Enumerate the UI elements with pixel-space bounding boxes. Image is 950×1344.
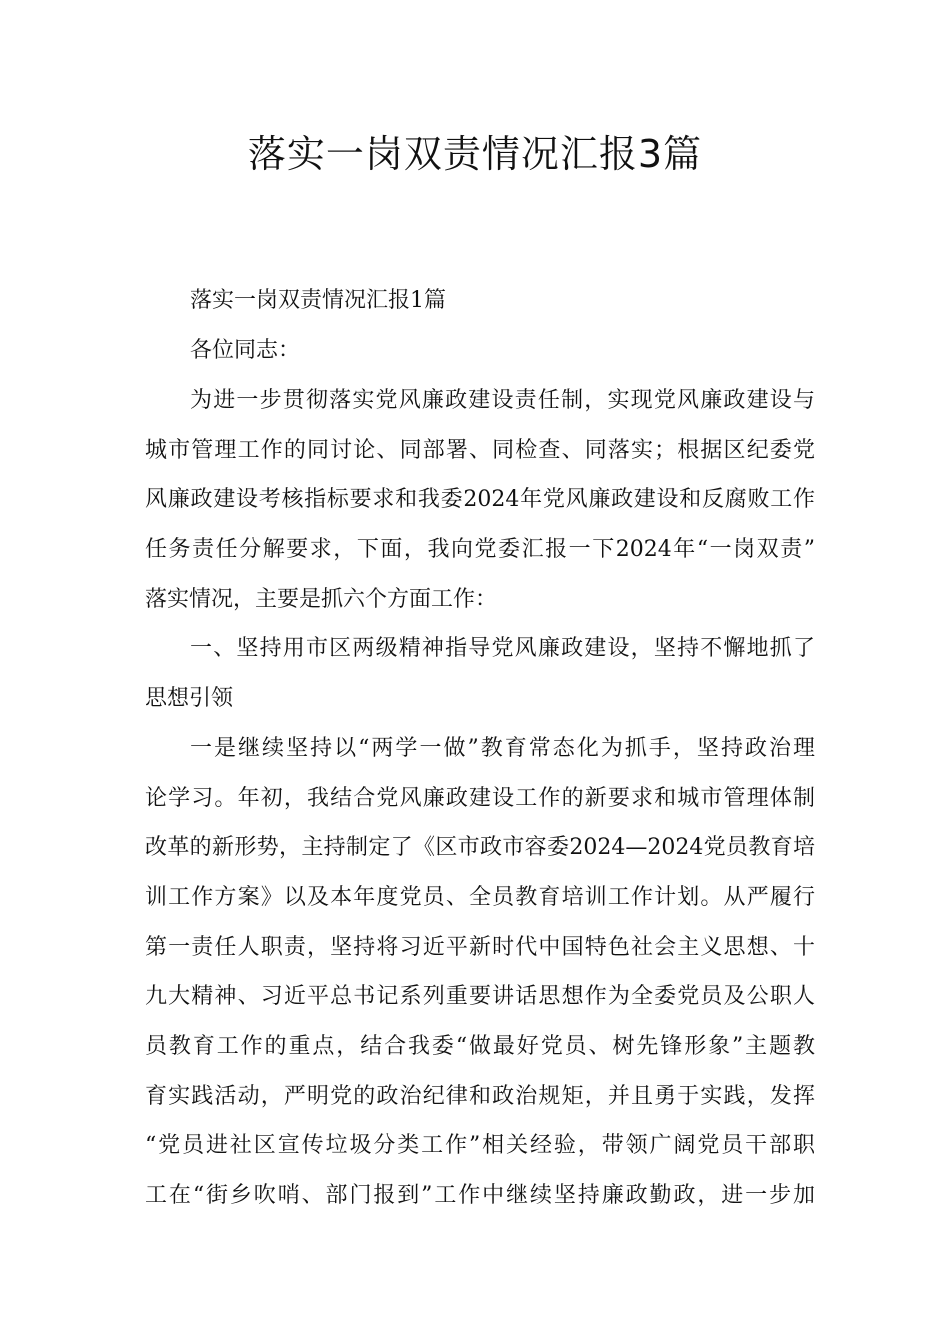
paragraph-line: “党员进社区宣传垃圾分类工作”相关经验，带领广阔党员干部职: [145, 1133, 815, 1158]
paragraph-line: 论学习。年初，我结合党风廉政建设工作的新要求和城市管理体制: [145, 786, 815, 811]
paragraph-line: 第一责任人职责，坚持将习近平新时代中国特色社会主义思想、十: [145, 935, 815, 960]
paragraph-line: 改革的新形势，主持制定了《区市政市容委2024—2024党员教育培: [145, 835, 815, 860]
paragraph-line: 工在“街乡吹哨、部门报到”工作中继续坚持廉政勤政，进一步加: [145, 1183, 815, 1208]
paragraph-line: 训工作方案》以及本年度党员、全员教育培训工作计划。从严履行: [145, 885, 815, 910]
section-heading-1: 落实一岗双责情况汇报1篇: [190, 288, 446, 313]
paragraph-line: 育实践活动，严明党的政治纪律和政治规矩，并且勇于实践，发挥: [145, 1084, 815, 1109]
paragraph-line: 城市管理工作的同讨论、同部署、同检查、同落实；根据区纪委党: [145, 438, 815, 463]
paragraph-line: 落实情况，主要是抓六个方面工作：: [145, 587, 498, 612]
paragraph-line: 任务责任分解要求，下面，我向党委汇报一下2024年“一岗双责”: [145, 537, 815, 562]
paragraph-line: 一是继续坚持以“两学一做”教育常态化为抓手，坚持政治理: [190, 736, 815, 761]
paragraph-line: 风廉政建设考核指标要求和我委2024年党风廉政建设和反腐败工作: [145, 487, 815, 512]
paragraph-line: 为进一步贯彻落实党风廉政建设责任制，实现党风廉政建设与: [190, 388, 815, 413]
section-heading-line: 一、坚持用市区两级精神指导党风廉政建设，坚持不懈地抓了: [190, 636, 815, 661]
paragraph-line: 九大精神、习近平总书记系列重要讲话思想作为全委党员及公职人: [145, 984, 815, 1009]
section-heading-line: 思想引领: [145, 686, 234, 711]
document-title: 落实一岗双责情况汇报3篇: [247, 132, 703, 176]
salutation: 各位同志：: [190, 338, 301, 363]
paragraph-line: 员教育工作的重点，结合我委“做最好党员、树先锋形象”主题教: [145, 1034, 815, 1059]
